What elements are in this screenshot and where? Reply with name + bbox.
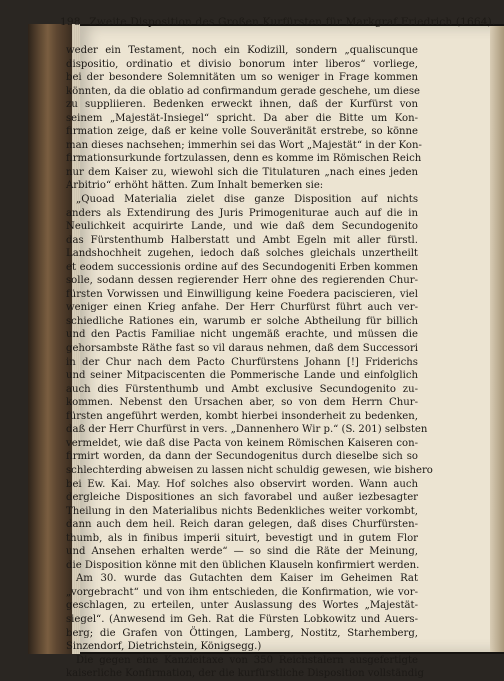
text-line: kommen. Nebenst den Ursachen aber, so von dem Herrn Chur- xyxy=(66,397,418,409)
text-line: und den Pactis Familiae nicht ungemäß erachte, und müssen die xyxy=(66,329,418,341)
text-line: in der Chur nach dem Pacto Churfürstens Johann [!] Friderichs xyxy=(66,356,418,368)
text-line: nur dem Kaiser zu, wiewohl sich die Titulaturen „nach eines jeden xyxy=(66,166,418,178)
text-line: Sinzendorf, Dietrichstein, Königsegg.) xyxy=(66,641,262,653)
text-line: dergleiche Dispositiones an sich favorabel und außer iezbesagter xyxy=(66,492,418,504)
text-line: schlechterding abweisen zu lassen nicht schuldig gewesen, wie bishero xyxy=(66,464,433,476)
text-line: Die gegen eine Kanzleitaxe von 350 Reichstalern ausgefertigte xyxy=(76,654,418,666)
text-line: die Disposition könne mit den üblichen Klauseln konfirmiert werden. xyxy=(66,559,420,571)
text-line: und seiner Mitpaciscenten die Pommerische Lande und einfolglich xyxy=(66,370,418,382)
text-line: daß der Herr Churfürst in vers. „Dannenhero Wir p.“ (S. 201) selbsten xyxy=(66,424,428,436)
text-line: gehorsambste Räthe fast so vil daraus nehmen, daß dem Successori xyxy=(66,343,418,355)
text-line: man dieses nachsehen; immerhin sei das Wort „Majestät“ in der Kon- xyxy=(66,139,422,151)
text-line: bei der besondere Solemnitäten um so weniger in Frage kommen xyxy=(66,72,418,84)
text-line: Landshochheit zugehen, iedoch daß solches gleichals unzertheilt xyxy=(66,248,418,260)
text-line: „vorgebracht“ und von ihm entschieden, die Konfirmation, wie vor- xyxy=(66,586,418,598)
text-line: dann auch dem heil. Reich daran gelegen, daß dises Churfürsten- xyxy=(66,519,418,531)
text-line: firmirt worden, da dann der Secundogenitus durch dieselbe sich so xyxy=(66,451,418,463)
text-line: dispositio, ordinatio et divisio bonorum inter liberos“ vorliege, xyxy=(66,58,418,70)
text-line: thumb, als in finibus imperii situirt, bevestigt und in gutem Flor xyxy=(66,532,418,544)
text-line: zu suppliieren. Bedenken erweckt ihnen, daß der Kurfürst von xyxy=(66,99,418,111)
running-header xyxy=(60,16,496,28)
text-line: schiedliche Rationes ein, warumb er solche Abtheilung für billich xyxy=(66,315,418,327)
text-line: Am 30. wurde das Gutachten dem Kaiser im Geheimen Rat xyxy=(76,573,418,585)
text-line: das Fürstenthumb Halberstatt und Ambt Egeln mit aller fürstl. xyxy=(66,234,418,246)
text-line: vermeldet, wie daß dise Pacta von keinem Römischen Kaiseren con- xyxy=(66,437,418,449)
text-line: siegel“. (Anwesend im Geh. Rat die Fürsten Lobkowitz und Auers- xyxy=(66,613,418,625)
text-line: Neulichkeit acquirirte Lande, und wie daß dem Secundogenito xyxy=(66,221,418,233)
running-title: Zweite Disposition des Großen Kurfürsten für Markgraf Friedrich (1664). xyxy=(89,16,496,28)
page-fold-shadow xyxy=(490,26,504,652)
text-line: und Ansehen erhalten werde“ — so sind die Räte der Meinung, xyxy=(66,546,418,558)
text-line: auch dies Fürstenthumb und Ambt exclusive Secundogenito zu- xyxy=(66,383,418,395)
text-line: berg; die Grafen von Öttingen, Lamberg, Nostitz, Starhemberg, xyxy=(66,627,418,639)
text-line: weniger einen Krieg anfahe. Der Herr Churfürst führt auch ver- xyxy=(66,302,418,314)
text-line: Arbitrio“ erhöht hätten. Zum Inhalt bemerken sie: xyxy=(66,180,324,192)
text-line: kaiserliche Konfirmation, der die kurfürstliche Disposition vollständig xyxy=(66,668,424,680)
text-line: fürsten Vorwissen und Einwilligung keine Foedera paciscieren, viel xyxy=(66,288,418,300)
text-line: könnten, da die oblatio ad confirmandum gerade geschehe, um diese xyxy=(66,85,421,97)
text-line: firmationsurkunde fortzulassen, denn es komme im Römischen Reich xyxy=(66,153,422,165)
body-text xyxy=(66,44,433,681)
text-line: „Quoad Materialia zielet dise ganze Disposition auf nichts xyxy=(76,194,418,206)
text-line: Theilung in den Materialibus nichts Bedenkliches weiter vorkombt, xyxy=(66,505,418,517)
text-line: seinem „Majestät-Insiegel“ spricht. Da aber die Bitte um Kon- xyxy=(66,112,418,124)
text-line: fürsten angeführt werden, kombt hierbei insonderheit zu bedenken, xyxy=(66,410,418,422)
text-line: geschlagen, zu erteilen, unter Auslassung des Wortes „Majestät- xyxy=(66,600,418,612)
page-number: 198 xyxy=(60,16,81,28)
text-line: bei Ew. Kai. May. Hof solches also observirt worden. Wann auch xyxy=(66,478,418,490)
text-line: weder ein Testament, noch ein Kodizill, sondern „qualiscunque xyxy=(66,45,418,56)
text-line: anders als Extendirung des Juris Primogeniturae auch auf die in xyxy=(66,207,418,219)
text-line: et eodem successionis ordine auf des Secundogeniti Erben kommen xyxy=(66,261,418,273)
text-line: solle, sodann dessen regierender Herr ohne des regierenden Chur- xyxy=(66,275,418,287)
text-line: firmation zeige, daß er keine volle Souveränität erstrebe, so könne xyxy=(66,126,418,138)
